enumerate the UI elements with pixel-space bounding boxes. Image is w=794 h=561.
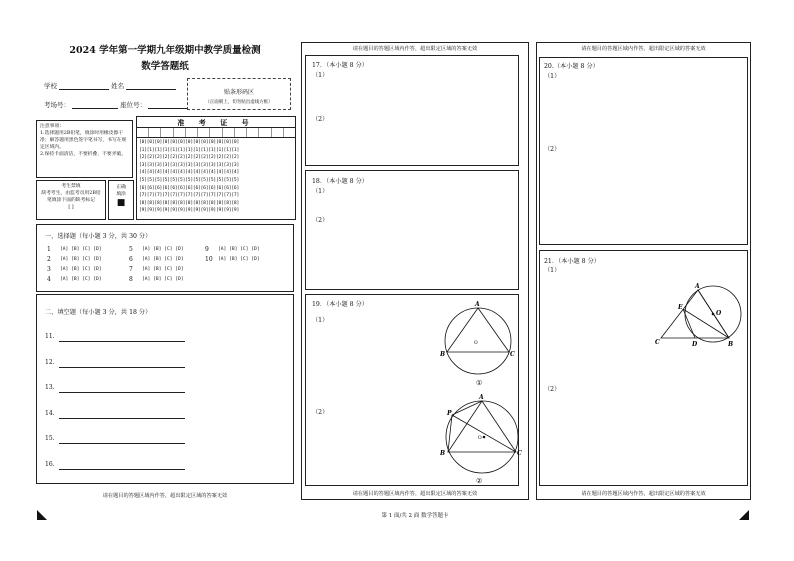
region-warning-mid-bottom: 请在题目的答题区域内作答，超出限定区域的答案无效: [352, 491, 478, 497]
choice-section-title: 一、选择题（每小题 3 分，共 30 分）: [45, 233, 152, 240]
fill-sample-label-2: 填涂: [116, 192, 126, 197]
choice-question-number: 10: [205, 256, 213, 263]
exam-number-bubble-row[interactable]: [3][3][3][3][3][3][3][3][3][3][3][3][3]: [139, 162, 240, 168]
seat-no-field[interactable]: [148, 102, 188, 109]
exam-no-field[interactable]: [72, 102, 118, 109]
q19-fig1-caption: ①: [476, 379, 483, 387]
q21-label-b: B: [728, 341, 734, 348]
name-field[interactable]: [126, 83, 176, 90]
fill-section: [36, 294, 294, 484]
choice-question-number: 6: [129, 256, 133, 263]
q19-f2-label-c: C: [517, 450, 522, 457]
choice-question-number: 4: [47, 276, 51, 283]
choice-options[interactable]: [A] [B] [C] [D]: [60, 256, 102, 262]
q21-label-e: E: [678, 304, 683, 311]
fill-answer-line[interactable]: [59, 443, 185, 444]
exam-number-bubble-row[interactable]: [5][5][5][5][5][5][5][5][5][5][5][5][5]: [139, 177, 240, 183]
q21-title: 21．（本小题 8 分）: [544, 258, 600, 265]
q19-f1-label-c: C: [510, 351, 515, 358]
q21-label-c: C: [655, 339, 660, 346]
choice-question-number: 9: [205, 246, 209, 253]
choice-question-number: 5: [129, 246, 133, 253]
fill-answer-line[interactable]: [59, 418, 185, 419]
q19-part1: （1）: [312, 317, 329, 324]
fill-section-title: 二、填空题（每小题 3 分，共 18 分）: [45, 309, 152, 316]
q19-figure-1: [445, 308, 511, 374]
q19-figures: [306, 295, 520, 487]
notes-box: [36, 120, 133, 178]
q17-part2: （2）: [312, 116, 329, 123]
q19-part2: （2）: [312, 409, 329, 416]
choice-options[interactable]: [A] [B] [C] [D]: [60, 246, 102, 252]
q21-part1: （1）: [544, 267, 561, 274]
choice-options[interactable]: [A] [B] [C] [D]: [60, 266, 102, 272]
fill-question-number: 13.: [45, 384, 55, 391]
q20-part1: （1）: [544, 73, 561, 80]
exam-number-bubble-row[interactable]: [7][7][7][7][7][7][7][7][7][7][7][7][7]: [139, 193, 240, 199]
q19-f1-label-a: A: [475, 301, 480, 308]
choice-question-number: 2: [47, 256, 51, 263]
choice-options[interactable]: [A] [B] [C] [D]: [60, 276, 102, 282]
q21-box[interactable]: [539, 250, 748, 486]
choice-options[interactable]: [A] [B] [C] [D]: [218, 256, 260, 262]
page-footer: 第 1 面/共 2 面 数学答题卡: [381, 513, 449, 519]
corner-mark-left: [37, 510, 47, 520]
exam-number-bubbles[interactable]: [137, 138, 295, 216]
choice-section: [36, 224, 294, 292]
exam-number-bubble-row[interactable]: [9][9][9][9][9][9][9][9][9][9][9][9][9]: [139, 208, 240, 214]
q19-fig2-caption: ②: [476, 477, 483, 485]
absent-text: 考生禁填 缺考考生，由监考员用2B铅笔填涂下面的缺考标记: [41, 184, 101, 203]
fill-question-number: 14.: [45, 409, 55, 417]
notes-title: 注意事项：: [40, 124, 64, 129]
q21-label-d: D: [692, 341, 698, 348]
q19-box[interactable]: [305, 294, 522, 486]
region-warning-right-top: 请在题目的答题区域内作答，超出限定区域的答案无效: [581, 46, 706, 52]
choice-options[interactable]: [A] [B] [C] [D]: [142, 276, 184, 282]
name-label: 姓名: [111, 82, 125, 90]
choice-question-number: 3: [47, 266, 51, 273]
exam-number-bubble-row[interactable]: [4][4][4][4][4][4][4][4][4][4][4][4][4]: [139, 170, 240, 176]
region-warning-right-bottom: 请在题目的答题区域内作答，超出限定区域的答案无效: [581, 491, 706, 497]
q18-box[interactable]: [305, 170, 519, 290]
fill-sample-mark: ■: [116, 198, 126, 208]
q19-f2-label-b: B: [440, 450, 446, 457]
barcode-note: （正面朝上，切勿贴出虚线方框）: [205, 100, 273, 105]
corner-mark-right: [739, 510, 749, 520]
exam-number-grid: [136, 116, 296, 220]
exam-number-write-cells[interactable]: [137, 128, 295, 138]
choice-question-number: 7: [129, 266, 133, 273]
choice-options[interactable]: [A] [B] [C] [D]: [142, 246, 184, 252]
q18-title: 18．（本小题 8 分）: [312, 178, 368, 185]
sheet-title: 数学答题纸: [141, 61, 189, 72]
choice-options[interactable]: [A] [B] [C] [D]: [142, 266, 184, 272]
region-warning-mid-top: 请在题目的答题区域内作答，超出限定区域的答案无效: [352, 46, 478, 52]
school-name-row: [44, 81, 176, 90]
fill-answer-line[interactable]: [59, 392, 185, 393]
exam-seat-row: [44, 100, 188, 109]
absent-mark[interactable]: [ ]: [68, 205, 74, 210]
exam-number-bubble-row[interactable]: [1][1][1][1][1][1][1][1][1][1][1][1][1]: [139, 147, 240, 153]
choice-question-number: 1: [47, 246, 51, 253]
exam-number-bubble-row[interactable]: [0][0][0][0][0][0][0][0][0][0][0][0][0]: [139, 140, 240, 145]
q19-f1-label-b: B: [440, 351, 446, 358]
barcode-title: 贴条形码区: [223, 89, 254, 96]
q19-figure-2: [446, 401, 518, 473]
fill-sample-box: [108, 180, 134, 220]
choice-question-number: 8: [129, 276, 133, 283]
fill-question-number: 15.: [45, 435, 55, 442]
q20-title: 20.（本小题 8 分）: [544, 63, 599, 70]
seat-no-label: 座位号：: [120, 101, 147, 109]
fill-answer-line[interactable]: [59, 469, 185, 470]
fill-question-number: 11.: [45, 333, 55, 340]
exam-title: 2024 学年第一学期九年级期中教学质量检测: [69, 45, 261, 56]
q19-f2-label-o: O: [478, 436, 482, 441]
q19-f1-label-o: O: [474, 341, 478, 346]
absent-box: [36, 180, 106, 220]
q21-figure: [540, 251, 749, 487]
q17-part1: （1）: [312, 72, 329, 79]
exam-no-label: 考场号：: [44, 101, 70, 109]
notes-item-2: 2.保持卡面清洁，不要折叠、不要弄破。: [40, 152, 127, 157]
fill-answer-line[interactable]: [59, 341, 185, 342]
fill-answer-line[interactable]: [59, 367, 185, 368]
q18-part2: （2）: [312, 217, 329, 224]
fill-question-number: 12.: [45, 358, 55, 366]
school-field[interactable]: [59, 83, 109, 90]
q20-box[interactable]: [539, 57, 748, 245]
q20-part2: （2）: [544, 146, 561, 153]
q21-label-o: O: [716, 310, 722, 317]
choice-options[interactable]: [A] [B] [C] [D]: [218, 246, 260, 252]
fill-question-number: 16.: [45, 460, 55, 468]
exam-number-bubble-row[interactable]: [6][6][6][6][6][6][6][6][6][6][6][6][6]: [139, 185, 240, 191]
q17-title: 17．（本小题 8 分）: [312, 62, 368, 69]
q21-part2: （2）: [544, 386, 561, 393]
fill-sample-label-1: 正确: [116, 185, 126, 190]
choice-options[interactable]: [A] [B] [C] [D]: [142, 256, 184, 262]
region-warning-left: 请在题目的答题区域内作答，超出限定区域的答案无效: [102, 493, 228, 499]
exam-number-bubble-row[interactable]: [8][8][8][8][8][8][8][8][8][8][8][8][8]: [139, 200, 240, 206]
q19-f2-label-a: A: [479, 394, 484, 401]
q19-title: 19．（本小题 8 分）: [312, 301, 368, 308]
q17-box[interactable]: [305, 55, 519, 166]
exam-number-bubble-row[interactable]: [2][2][2][2][2][2][2][2][2][2][2][2][2]: [139, 155, 240, 161]
q18-part1: （1）: [312, 188, 329, 195]
q21-label-a: A: [695, 283, 700, 290]
q19-f2-label-p: P: [447, 410, 452, 417]
school-label: 学校: [44, 82, 57, 90]
barcode-area: [187, 78, 291, 110]
notes-item-1: 1.选择题用2B铅笔，填涂时用橡皮擦干净；解答题用黑色签字笔书写，书写在规定区域内。: [40, 131, 127, 150]
exam-number-title: 准 考 证 号: [137, 117, 295, 128]
